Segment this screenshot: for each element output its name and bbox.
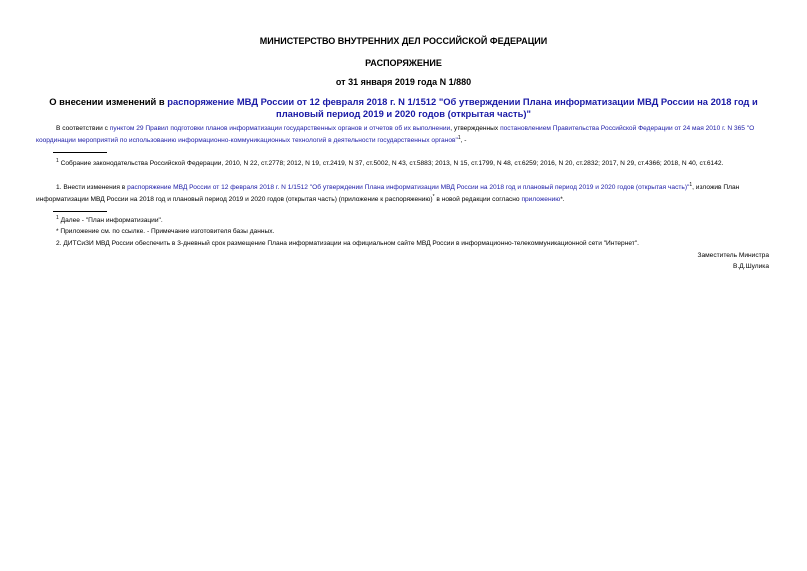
item-1-text-2: , изложив План информатизации МВД России на 2018 год и плановый период 2019 и 2020 годов (открытая часть) (приложение к распоряжению) bbox=[36, 184, 740, 203]
item-1-paragraph bbox=[36, 181, 770, 205]
document-title bbox=[30, 96, 777, 120]
document-date-number: от 31 января 2019 года N 1/880 bbox=[335, 77, 472, 87]
ministry-heading: МИНИСТЕРСТВО ВНУТРЕННИХ ДЕЛ РОССИЙСКОЙ ФЕДЕРАЦИИ bbox=[259, 36, 548, 46]
footnote-separator-2 bbox=[53, 211, 107, 212]
preamble-text-2: , утвержденных bbox=[450, 125, 501, 132]
item-1-link-order[interactable]: распоряжение МВД России от 12 февраля 2018 г. N 1/1512 "Об утверждении Плана информатизации МВД России на 2018 год и плановый период 2019 и 2020 годов (открытая часть)" bbox=[127, 184, 690, 192]
preamble-text-1: В соответствии с bbox=[56, 125, 110, 132]
title-link[interactable]: распоряжение МВД России от 12 февраля 2018 г. N 1/1512 "Об утверждении Плана информатизации МВД России на 2018 год и плановый период 2019 и 2020 годов (открытая часть)" bbox=[167, 96, 758, 119]
item-1-link-appendix[interactable]: приложению bbox=[521, 195, 561, 203]
footnote-asterisk: * Приложение см. по ссылке. - Примечание изготовителя базы данных. bbox=[56, 228, 275, 235]
footnote-1-text: Собрание законодательства Российской Федерации, 2010, N 22, ст.2778; 2012, N 19, ст.2419, N 37, ст.5002, N 43, ст.5883; 2013, N 15, ст.1799, N 48, ст.6259; 2016, N 20, ст.2832; 2017, N 29, ст.4366; 2018, N 40, ст.6142. bbox=[60, 160, 724, 168]
item-1-text-3: в новой редакции согласно bbox=[434, 195, 522, 203]
item-1-footnote-mark-2: * bbox=[432, 193, 435, 200]
preamble-text-3: , - bbox=[460, 136, 467, 144]
item-1-text-1: 1. Внести изменения в bbox=[56, 184, 128, 192]
item-2-paragraph: 2. ДИТСиЗИ МВД России обеспечить в 3-дневный срок размещение Плана информатизации на официальном сайте МВД России в информационно-телекоммуникационной сети "Интернет". bbox=[56, 240, 640, 247]
preamble-paragraph bbox=[36, 124, 770, 145]
title-prefix: О внесении изменений в bbox=[49, 96, 168, 107]
footnote-2 bbox=[36, 214, 770, 226]
item-1-footnote-mark: 1 bbox=[689, 182, 693, 188]
footnote-1-mark: 1 bbox=[56, 158, 59, 164]
preamble-link-rules[interactable]: пунктом 29 Правил подготовки планов информатизации государственных органов и отчетов об их выполнении bbox=[109, 125, 451, 132]
footnote-separator bbox=[53, 152, 107, 153]
document-type: РАСПОРЯЖЕНИЕ bbox=[365, 58, 442, 68]
item-1-text-4: *. bbox=[560, 195, 565, 203]
signature-position: Заместитель Министра bbox=[697, 252, 769, 259]
footnote-2-text: Далее - "План информатизации". bbox=[60, 217, 163, 225]
footnote-2-mark: 1 bbox=[56, 215, 59, 221]
signature-name: В.Д.Шулика bbox=[733, 263, 769, 270]
preamble-link-resolution[interactable]: постановлением Правительства Российской Федерации от 24 мая 2010 г. N 365 "О координации мероприятий по использованию информационно-коммуникационных технологий в деятельности государственных органов" bbox=[36, 125, 755, 144]
footnote-mark: 1 bbox=[457, 134, 461, 141]
footnote-1 bbox=[36, 157, 770, 169]
